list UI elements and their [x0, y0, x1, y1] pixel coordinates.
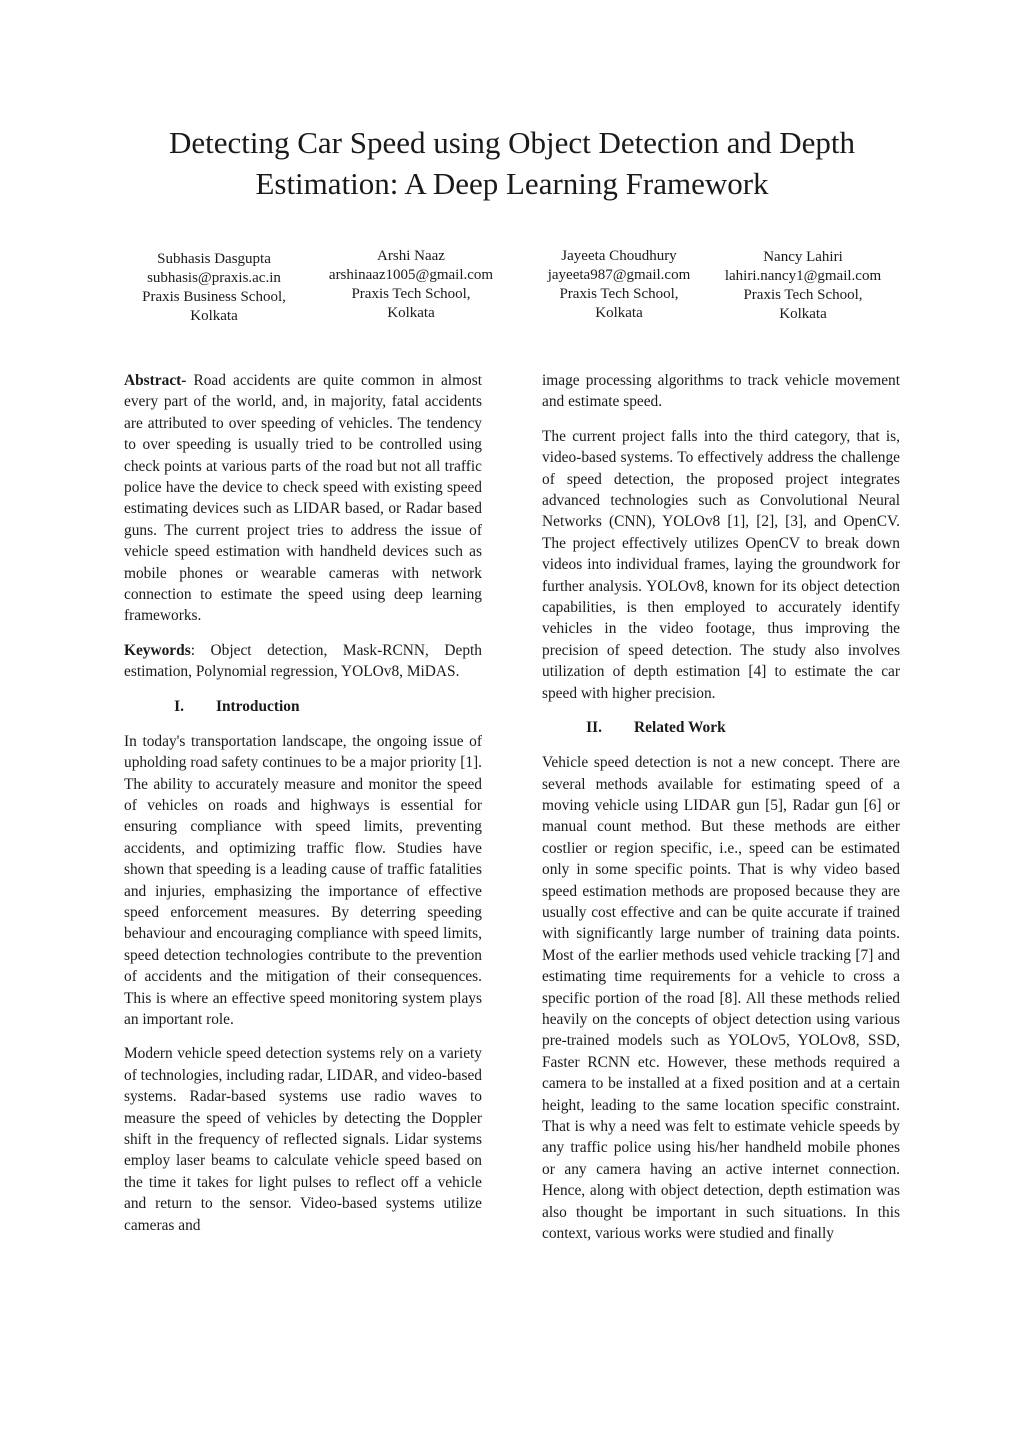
- section-number: I.: [174, 697, 184, 715]
- title-line-1: Detecting Car Speed using Object Detection and Depth: [168, 125, 856, 160]
- author-affiliation: Praxis Tech School,: [559, 286, 679, 302]
- title-line-2: Estimation: A Deep Learning Framework: [255, 166, 769, 201]
- left-column: [124, 370, 482, 1249]
- section-heading-related-work: [542, 717, 900, 738]
- author-name: Arshi Naaz: [377, 248, 445, 264]
- keywords-label: Keywords: [124, 641, 191, 659]
- author-affiliation: Praxis Tech School,: [743, 287, 863, 303]
- abstract-text: Road accidents are quite common in almost every part of the world, and, in majority, fatal accidents are attributed to over speeding of vehicles. The tendency to over speeding is usually tried to be controlled using check points at various parts of the road but not all traffic police have the device to check speed with existing speed estimating devices such as LIDAR based, or Radar based guns. The current project tries to address the issue of vehicle speed estimation with handheld devices such as mobile phones or wearable cameras with network connection to estimate the speed using deep learning frameworks.: [124, 372, 482, 625]
- right-paragraph-1: image processing algorithms to track vehicle movement and estimate speed.: [542, 372, 900, 411]
- keywords-text: : Object detection, Mask-RCNN, Depth estimation, Polynomial regression, YOLOv8, MiDAS.: [124, 641, 482, 681]
- author-email[interactable]: lahiri.nancy1@gmail.com: [724, 268, 882, 284]
- section-title: Introduction: [216, 697, 300, 715]
- author-block-2: [316, 247, 506, 323]
- abstract: [124, 370, 482, 627]
- author-block-1: [134, 250, 294, 326]
- right-paragraph-2: The current project falls into the third category, that is, video-based systems. To effectively address the challenge of speed detection, the proposed project integrates advanced technologies such as Convolutional Neural Networks (CNN), YOLOv8 [1], [2], [3], and OpenCV. The project effectively utilizes OpenCV to break down videos into individual frames, laying the groundwork for further analysis. YOLOv8, known for its object detection capabilities, is then employed to accurately identify vehicles in the video footage, thus improving the precision of speed detection. The study also involves utilization of depth estimation [4] to estimate the car speed with higher precision.: [542, 427, 900, 702]
- abstract-label: Abstract-: [124, 372, 187, 389]
- author-name: Jayeeta Choudhury: [561, 248, 677, 264]
- right-column: [542, 370, 900, 1257]
- intro-paragraph-2: Modern vehicle speed detection systems rely on a variety of technologies, including radar, LIDAR, and video-based systems. Radar-based systems use radio waves to measure the speed of vehicles by detecting the Doppler shift in the frequency of reflected signals. Lidar systems employ laser beams to calculate vehicle speed based on the time it takes for light pulses to reflect off a vehicle and return to the sensor. Video-based systems utilize cameras and: [124, 1045, 482, 1234]
- author-city: Kolkata: [779, 306, 827, 322]
- author-city: Kolkata: [190, 308, 238, 324]
- keywords: [124, 640, 482, 683]
- author-email[interactable]: subhasis@praxis.ac.in: [147, 270, 281, 286]
- intro-paragraph-1: In today's transportation landscape, the ongoing issue of upholding road safety continues to be a major priority [1]. The ability to accurately measure and monitor the speed of vehicles on roads and highways is essential for ensuring compliance with speed limits, preventing accidents, and optimizing traffic flow. Studies have shown that speeding is a leading cause of traffic fatalities and injuries, emphasizing the importance of effective speed enforcement measures. By deterring speeding behaviour and encouraging compliance with speed limits, speed detection technologies contribute to the prevention of accidents and the mitigation of their consequences. This is where an effective speed monitoring system plays an important role.: [124, 732, 482, 1028]
- paper-title: [100, 122, 924, 204]
- related-work-paragraph: Vehicle speed detection is not a new concept. There are several methods available for estimating speed of a moving vehicle using LIDAR gun [5], Radar gun [6] or manual count method. But these methods are either costlier or region specific, i.e., speed can be estimated only in some specific points. That is why video based speed estimation methods are proposed because they are usually cost effective and can be quite accurate if trained with significantly large number of training data points. Most of the earlier methods used vehicle tracking [7] and estimating time requirements for a vehicle to cross a specific portion of the road [8]. All these methods relied heavily on the concepts of object detection using various pre-trained models such as YOLOv5, YOLOv8, SSD, Faster RCNN etc. However, these methods required a camera to be installed at a fixed position and at a certain height, leading to the same location specific constraint. That is why a need was felt to estimate vehicle speeds by any traffic police using his/her handheld mobile phones or any camera having an active internet connection. Hence, along with object detection, depth estimation was also thought be important in such situations. In this context, various works were studied and finally: [542, 754, 900, 1243]
- section-number: II.: [586, 719, 602, 737]
- author-block-4: [712, 248, 894, 324]
- author-block-3: [528, 247, 710, 323]
- author-email[interactable]: arshinaaz1005@gmail.com: [328, 267, 494, 283]
- author-affiliation: Praxis Business School,: [142, 289, 286, 305]
- author-affiliation: Praxis Tech School,: [351, 286, 471, 302]
- section-title: Related Work: [634, 719, 726, 737]
- author-city: Kolkata: [595, 305, 643, 321]
- author-email[interactable]: jayeeta987@gmail.com: [547, 267, 691, 283]
- section-heading-introduction: [124, 696, 482, 717]
- author-name: Nancy Lahiri: [763, 249, 843, 265]
- author-city: Kolkata: [387, 305, 435, 321]
- author-name: Subhasis Dasgupta: [157, 251, 271, 267]
